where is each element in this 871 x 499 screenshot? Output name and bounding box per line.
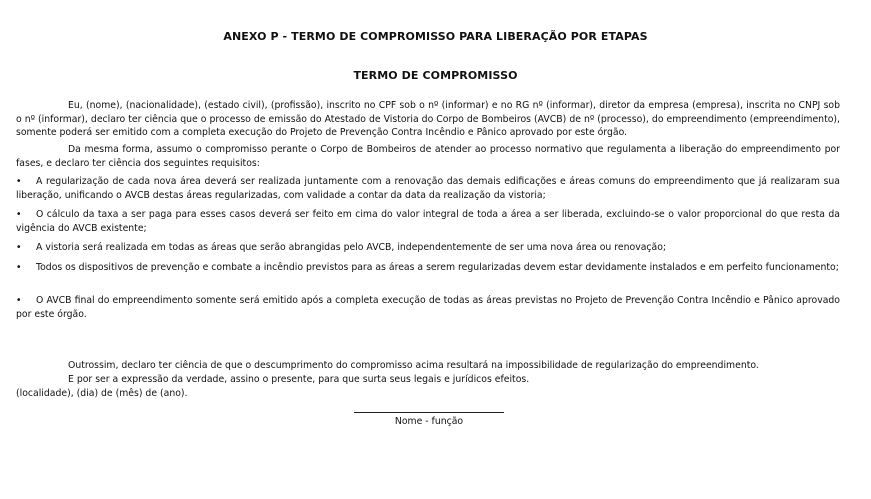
bullet-icon: • — [16, 262, 22, 273]
signature-label: Nome - função — [394, 416, 464, 427]
requirement-item — [16, 175, 840, 202]
requirement-text: A regularização de cada nova área deverá ser realizada juntamente com a renovação das demais edificações e áreas comuns do empreendimento que já realizaram sua liberação, unificando o AVCB destas áreas regularizadas, com validade a contar da data da realização da vistoria; — [16, 176, 840, 201]
closing-statement: Outrossim, declaro ter ciência de que o descumprimento do compromisso acima resultará na impossibilidade de regularização do empreendimento. — [68, 360, 759, 371]
commitment-paragraph: Da mesma forma, assumo o compromisso perante o Corpo de Bombeiros de atender ao processo normativo que regulamenta a liberação do empreendimento por fases, e declaro ter ciência dos seguintes requisitos: — [16, 144, 840, 169]
term-title: TERMO DE COMPROMISSO — [353, 69, 518, 82]
truth-statement: E por ser a expressão da verdade, assino o presente, para que surta seus legais e jurídicos efeitos. — [68, 374, 530, 385]
requirement-item — [16, 261, 840, 275]
declaration-paragraph: Eu, (nome), (nacionalidade), (estado civil), (profissão), inscrito no CPF sob o nº (informar) e no RG nº (informar), diretor da empresa (empresa), inscrita no CNPJ sob o nº (informar), declaro ter ciência que o processo de emissão do Atestado de Vistoria do Corpo de Bombeiros (AVCB) de nº (processo), do empreendimento (empreendimento), somente poderá ser emitido com a completa execução do Projeto de Prevenção Contra Incêndio e Pânico aprovado por este órgão. — [16, 100, 840, 138]
signature-line — [354, 412, 504, 413]
requirement-text: O cálculo da taxa a ser paga para esses casos deverá ser feito em cima do valor integral de toda a área a ser liberada, excluindo-se o valor proporcional do que resta da vigência do AVCB existente; — [16, 209, 840, 234]
annex-title: ANEXO P - TERMO DE COMPROMISSO PARA LIBERAÇÃO POR ETAPAS — [223, 30, 648, 43]
bullet-icon: • — [16, 176, 22, 187]
bullet-icon: • — [16, 295, 22, 306]
requirement-text: Todos os dispositivos de prevenção e combate a incêndio previstos para as áreas a serem regularizadas devem estar devidamente instalados e em perfeito funcionamento; — [36, 262, 839, 273]
requirement-item — [16, 208, 840, 235]
requirement-text: A vistoria será realizada em todas as áreas que serão abrangidas pelo AVCB, independentemente de ser uma nova área ou renovação; — [36, 242, 667, 253]
requirement-item — [16, 294, 840, 321]
bullet-icon: • — [16, 209, 22, 220]
requirement-item — [16, 241, 840, 255]
place-date: (localidade), (dia) de (mês) de (ano). — [16, 388, 188, 399]
bullet-icon: • — [16, 242, 22, 253]
requirement-text: O AVCB final do empreendimento somente será emitido após a completa execução de todas as áreas previstas no Projeto de Prevenção Contra Incêndio e Pânico aprovado por este órgão. — [16, 295, 840, 320]
